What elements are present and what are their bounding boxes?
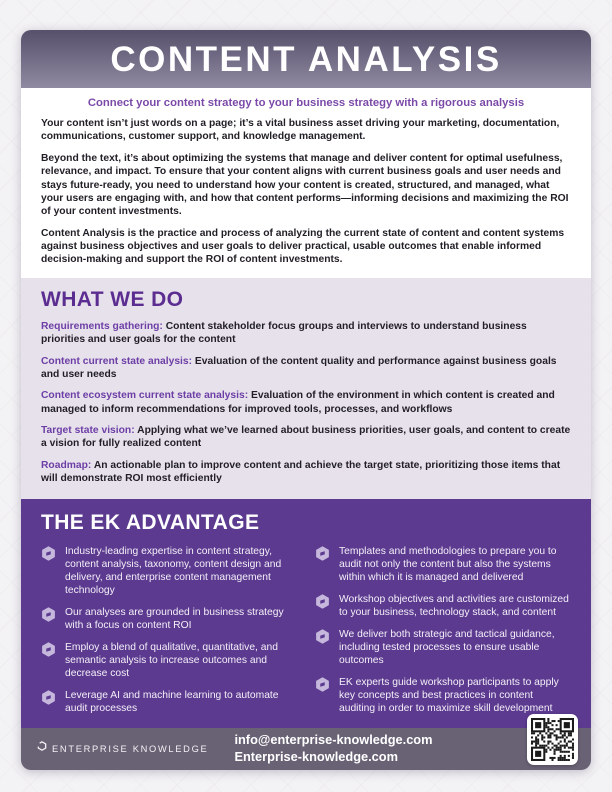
website-link[interactable]: Enterprise-knowledge.com bbox=[234, 749, 398, 764]
intro-paragraph: Your content isn’t just words on a page; it’s a vital business asset driving your marketing, documentation, communications, customer support, and knowledge management. bbox=[41, 118, 560, 143]
what-we-do-section bbox=[21, 278, 591, 499]
advantage-grid bbox=[41, 545, 571, 716]
ek-hexagon-logo-icon bbox=[37, 741, 47, 751]
what-we-do-item bbox=[41, 424, 571, 451]
advantage-item-text: Our analyses are grounded in business strategy with a focus on content ROI bbox=[65, 606, 284, 631]
page-title: CONTENT ANALYSIS bbox=[110, 39, 502, 79]
advantage-item-text: Industry-leading expertise in content strategy, content analysis, taxonomy, content design and delivery, and enterprise content management technology bbox=[65, 545, 282, 596]
intro-paragraph: Content Analysis is the practice and process of analyzing the current state of content and content systems against business objectives and user goals to deliver practical, usable outcomes that enable informed decision-making and support the ROI of content investments. bbox=[41, 227, 565, 266]
advantage-item bbox=[315, 676, 571, 715]
item-lead: Content ecosystem current state analysis: bbox=[41, 390, 249, 402]
enterprise-knowledge-logo bbox=[37, 741, 208, 757]
advantage-item bbox=[41, 545, 297, 597]
advantage-item bbox=[41, 606, 297, 632]
advantage-item bbox=[41, 689, 297, 715]
item-text: Evaluation of the environment in which content is created and managed to inform recommendations for improved tools, processes, and workflows bbox=[41, 390, 555, 415]
ek-advantage-section bbox=[21, 499, 591, 729]
qr-code bbox=[527, 714, 578, 765]
ek-hexagon-icon bbox=[41, 690, 56, 705]
advantage-item bbox=[315, 628, 571, 667]
advantage-item-text: EK experts guide workshop participants to apply key concepts and best practices in content auditing in order to maximize skill development bbox=[339, 677, 559, 715]
advantage-item bbox=[315, 593, 571, 619]
advantage-left-column bbox=[41, 545, 297, 716]
ek-hexagon-icon bbox=[41, 642, 56, 657]
item-lead: Roadmap: bbox=[41, 459, 92, 471]
advantage-item-text: Workshop objectives and activities are customized to your business, technology stack, and content bbox=[339, 593, 569, 618]
ek-advantage-heading: THE EK ADVANTAGE bbox=[41, 510, 260, 534]
ek-hexagon-icon bbox=[315, 594, 330, 609]
advantage-right-column bbox=[315, 545, 571, 716]
item-lead: Requirements gathering: bbox=[41, 320, 163, 332]
item-text: An actionable plan to improve content and achieve the target state, prioritizing those items that will demonstrate ROI most efficiently bbox=[41, 459, 561, 485]
what-we-do-item bbox=[41, 389, 571, 416]
item-text: Evaluation of the content quality and performance against business goals and user needs bbox=[41, 355, 557, 380]
ek-hexagon-icon bbox=[315, 629, 330, 644]
intro-section bbox=[21, 88, 591, 278]
intro-paragraph: Beyond the text, it’s about optimizing the systems that manage and deliver content for optimal usefulness, relevance, and impact. To ensure that your content aligns with current business goals and user needs and stays future-ready, you need to understand how your content is created, structured, and managed, what your users are engaging with, and how that content performs—informing decisions and maximizing the ROI of your content investments. bbox=[41, 152, 569, 218]
what-we-do-item bbox=[41, 459, 571, 486]
what-we-do-item bbox=[41, 355, 571, 382]
flyer-page bbox=[21, 30, 591, 770]
advantage-item-text: Leverage AI and machine learning to automate audit processes bbox=[65, 690, 279, 715]
ek-hexagon-icon bbox=[41, 546, 56, 561]
email-link[interactable]: info@enterprise-knowledge.com bbox=[234, 732, 433, 748]
what-we-do-heading: WHAT WE DO bbox=[41, 287, 184, 311]
logo-text: ENTERPRISE KNOWLEDGE bbox=[52, 744, 209, 754]
advantage-item bbox=[315, 545, 571, 584]
item-lead: Target state vision: bbox=[41, 425, 135, 436]
contact-block bbox=[234, 732, 432, 765]
what-we-do-item bbox=[41, 320, 571, 347]
ek-hexagon-icon bbox=[315, 677, 330, 692]
qr-code-pattern bbox=[531, 718, 574, 761]
item-text: Content stakeholder focus groups and interviews to understand business priorities and user goals for the content bbox=[41, 320, 527, 346]
page-subtitle: Connect your content strategy to your business strategy with a rigorous analysis bbox=[87, 97, 525, 109]
ek-hexagon-icon bbox=[315, 546, 330, 561]
item-text: Applying what we’ve learned about business priorities, user goals, and content to create a vision for fully realized content bbox=[41, 425, 571, 450]
page-header bbox=[21, 30, 591, 88]
advantage-item-text: Templates and methodologies to prepare you to audit not only the content but also the systems within which it is managed and delivered bbox=[339, 545, 557, 583]
advantage-item-text: We deliver both strategic and tactical guidance, including tested processes to ensure usable outcomes bbox=[339, 628, 555, 666]
footer-bar bbox=[21, 728, 591, 770]
advantage-item bbox=[41, 641, 297, 680]
item-lead: Content current state analysis: bbox=[41, 355, 193, 367]
ek-hexagon-icon bbox=[41, 607, 56, 622]
advantage-item-text: Employ a blend of qualitative, quantitative, and semantic analysis to increase outcomes and decrease cost bbox=[65, 641, 278, 679]
